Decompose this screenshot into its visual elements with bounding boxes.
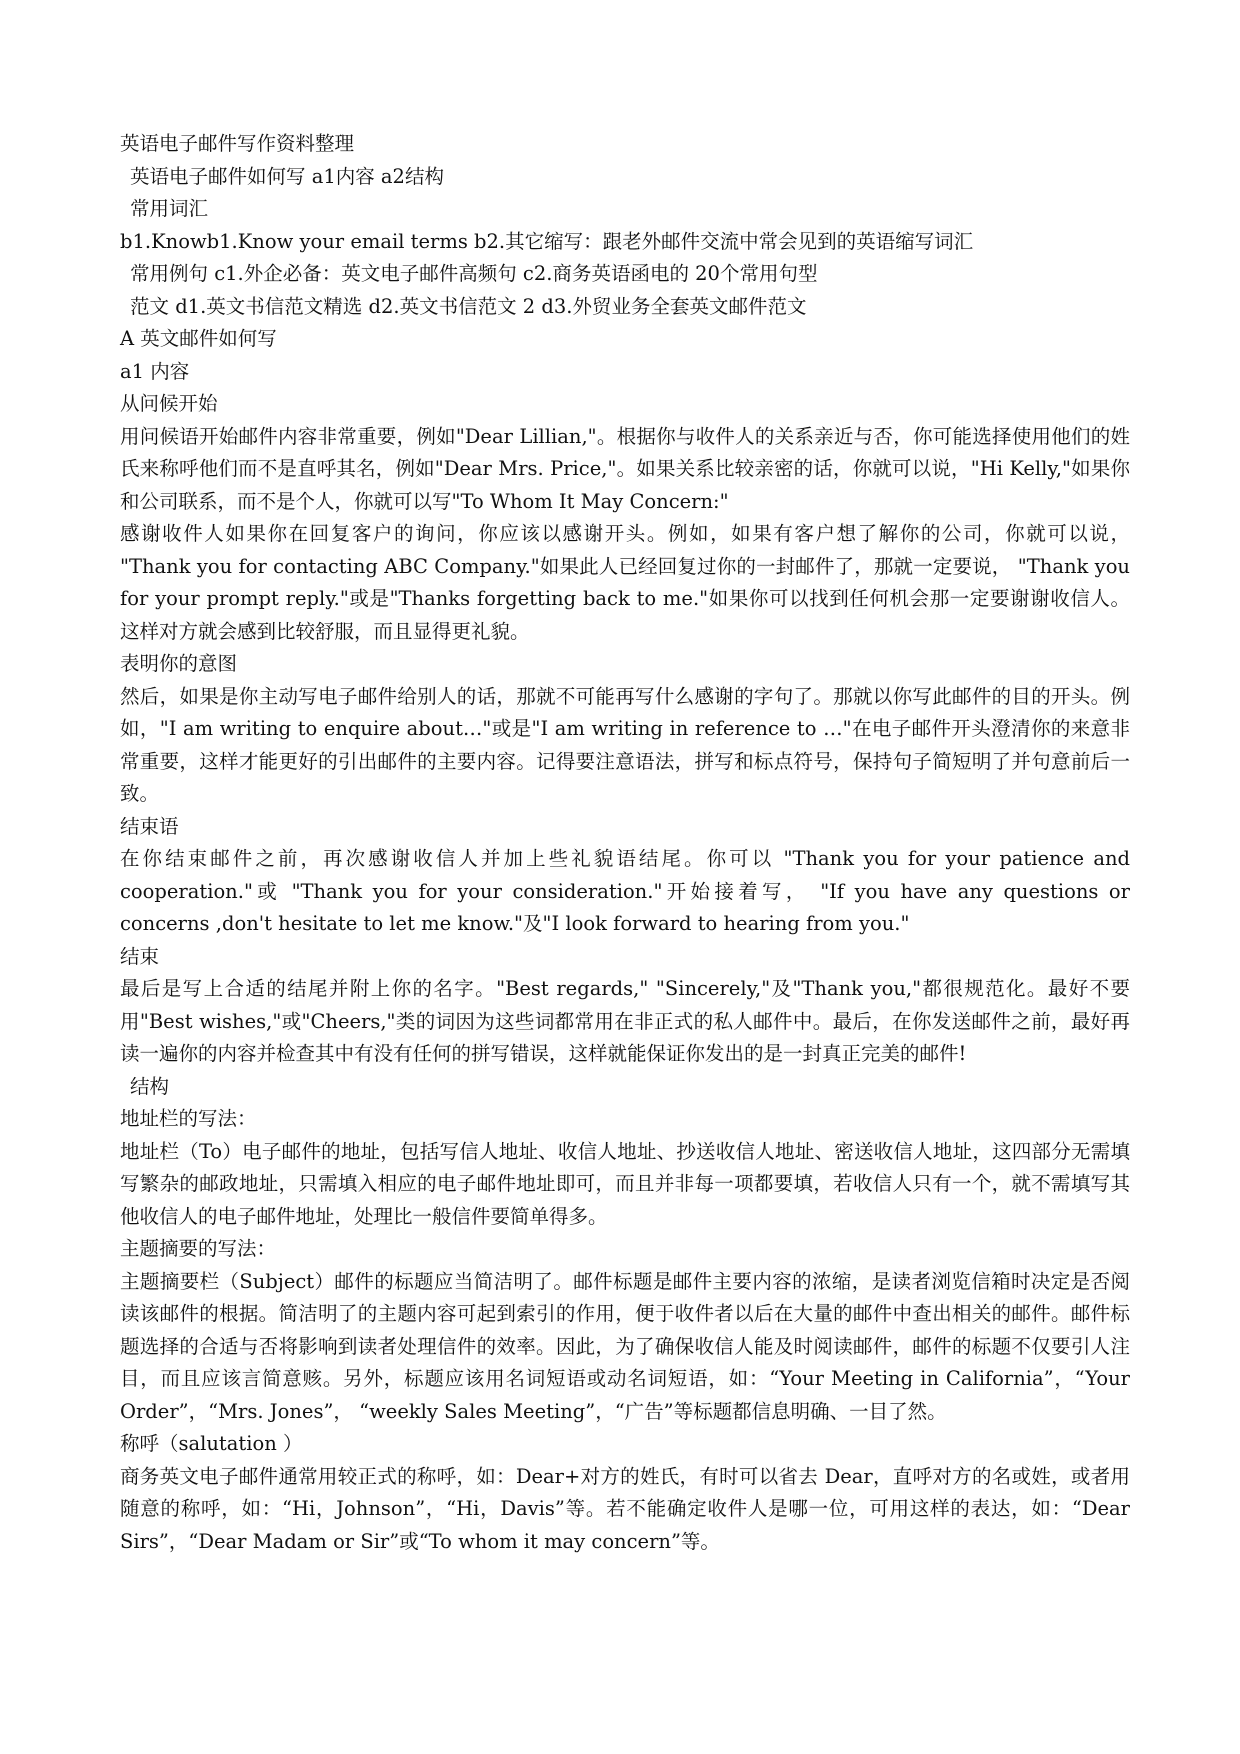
intent-paragraph: 然后，如果是你主动写电子邮件给别人的话，那就不可能再写什么感谢的字句了。那就以你写此邮件的目的开头。例如，"I am writing to enquire about…"或是"I am writing in reference to …"在电子邮件开头澄清你的来意非常重要，这样才能更好的引出邮件的主要内容。记得要注意语法，拼写和标点符号，保持句子简短明了并句意前后一致。 [120,684,1130,805]
closing-heading: 结束语 [120,814,179,838]
greeting-paragraph: 用问候语开始邮件内容非常重要，例如"Dear Lillian,"。根据你与收件人的关系亲近与否，你可能选择使用他们的姓氏来称呼他们而不是直呼其名，例如"Dear Mrs. Price,"。如果关系比较亲密的话，你就可以说，"Hi Kelly,"如果你和公司联系，而不是个人，你就可以写"To Whom It May Concern:" [120,424,1130,513]
address-heading: 地址栏的写法： [120,1107,257,1130]
toc-line-2: 常用词汇 [130,197,209,220]
salutation-heading: 称呼（salutation ） [120,1432,303,1455]
greeting-heading: 从问候开始 [120,392,218,415]
toc-line-5: 范文 d1.英文书信范文精选 d2.英文书信范文 2 d3.外贸业务全套英文邮件范文 [130,294,807,318]
document-page [120,128,1130,1558]
toc-line-1: 英语电子邮件如何写 a1内容 a2结构 [130,164,444,188]
closing-paragraph: 在你结束邮件之前，再次感谢收信人并加上些礼貌语结尾。你可以 "Thank you for your patience and cooperation."或 "Thank you for your consideration."开始接着写， "If you have any questions or concerns ,don't hesitate to let me know."及"I look forward to hearing from you." [120,847,1130,935]
end-heading: 结束 [120,944,160,968]
thanks-paragraph: 感谢收件人如果你在回复客户的询问，你应该以感谢开头。例如，如果有客户想了解你的公司，你就可以说， "Thank you for contacting ABC Company."如果此人已经回复过你的一封邮件了，那就一定要说， "Thank you for your prompt reply."或是"Thanks forgetting back to me."如果你可以找到任何机会那一定要谢谢收信人。这样对方就会感到比较舒服，而且显得更礼貌。 [120,522,1130,643]
section-a1-heading: a1 内容 [120,359,190,383]
subject-paragraph: 主题摘要栏（Subject）邮件的标题应当简洁明了。邮件标题是邮件主要内容的浓缩，是读者浏览信箱时决定是否阅读该邮件的根据。简洁明了的主题内容可起到索引的作用，便于收件者以后在大量的邮件中查出相关的邮件。邮件标题选择的合适与否将影响到读者处理信件的效率。因此，为了确保收信人能及时阅读邮件，邮件的标题不仅要引人注目，而且应该言简意赅。另外，标题应该用名词短语或动名词短语，如：“Your Meeting in California”，“Your Order”，“Mrs. Jones”， “weekly Sales Meeting”，“广告”等标题都信息明确、一目了然。 [120,1269,1130,1423]
structure-heading: 结构 [130,1074,170,1098]
section-a-heading: A 英文邮件如何写 [120,327,277,350]
document-title: 英语电子邮件写作资料整理 [120,132,355,155]
intent-heading: 表明你的意图 [120,652,238,675]
end-paragraph: 最后是写上合适的结尾并附上你的名字。"Best regards," "Sincerely,"及"Thank you,"都很规范化。最好不要用"Best wishes,"或"Cheers,"类的词因为这些词都常用在非正式的私人邮件中。最后，在你发送邮件之前，最好再读一遍你的内容并检查其中有没有任何的拼写错误，这样就能保证你发出的是一封真正完美的邮件! [120,977,1130,1065]
subject-heading: 主题摘要的写法： [120,1237,277,1260]
salutation-paragraph: 商务英文电子邮件通常用较正式的称呼，如：Dear+对方的姓氏，有时可以省去 Dear，直呼对方的名或姓，或者用随意的称呼，如：“Hi，Johnson”，“Hi，Davis”等。若不能确定收件人是哪一位，可用这样的表达，如：“Dear Sirs”，“Dear Madam or Sir”或“To whom it may concern”等。 [120,1464,1130,1553]
address-paragraph: 地址栏（To）电子邮件的地址，包括写信人地址、收信人地址、抄送收信人地址、密送收信人地址，这四部分无需填写繁杂的邮政地址，只需填入相应的电子邮件地址即可，而且并非每一项都要填，若收信人只有一个，就不需填写其他收信人的电子邮件地址，处理比一般信件要简单得多。 [120,1139,1130,1228]
toc-line-4: 常用例句 c1.外企必备：英文电子邮件高频句 c2.商务英语函电的 20个常用句型 [130,262,818,285]
toc-line-3: b1.Knowb1.Know your email terms b2.其它缩写：跟老外邮件交流中常会见到的英语缩写词汇 [120,229,974,253]
